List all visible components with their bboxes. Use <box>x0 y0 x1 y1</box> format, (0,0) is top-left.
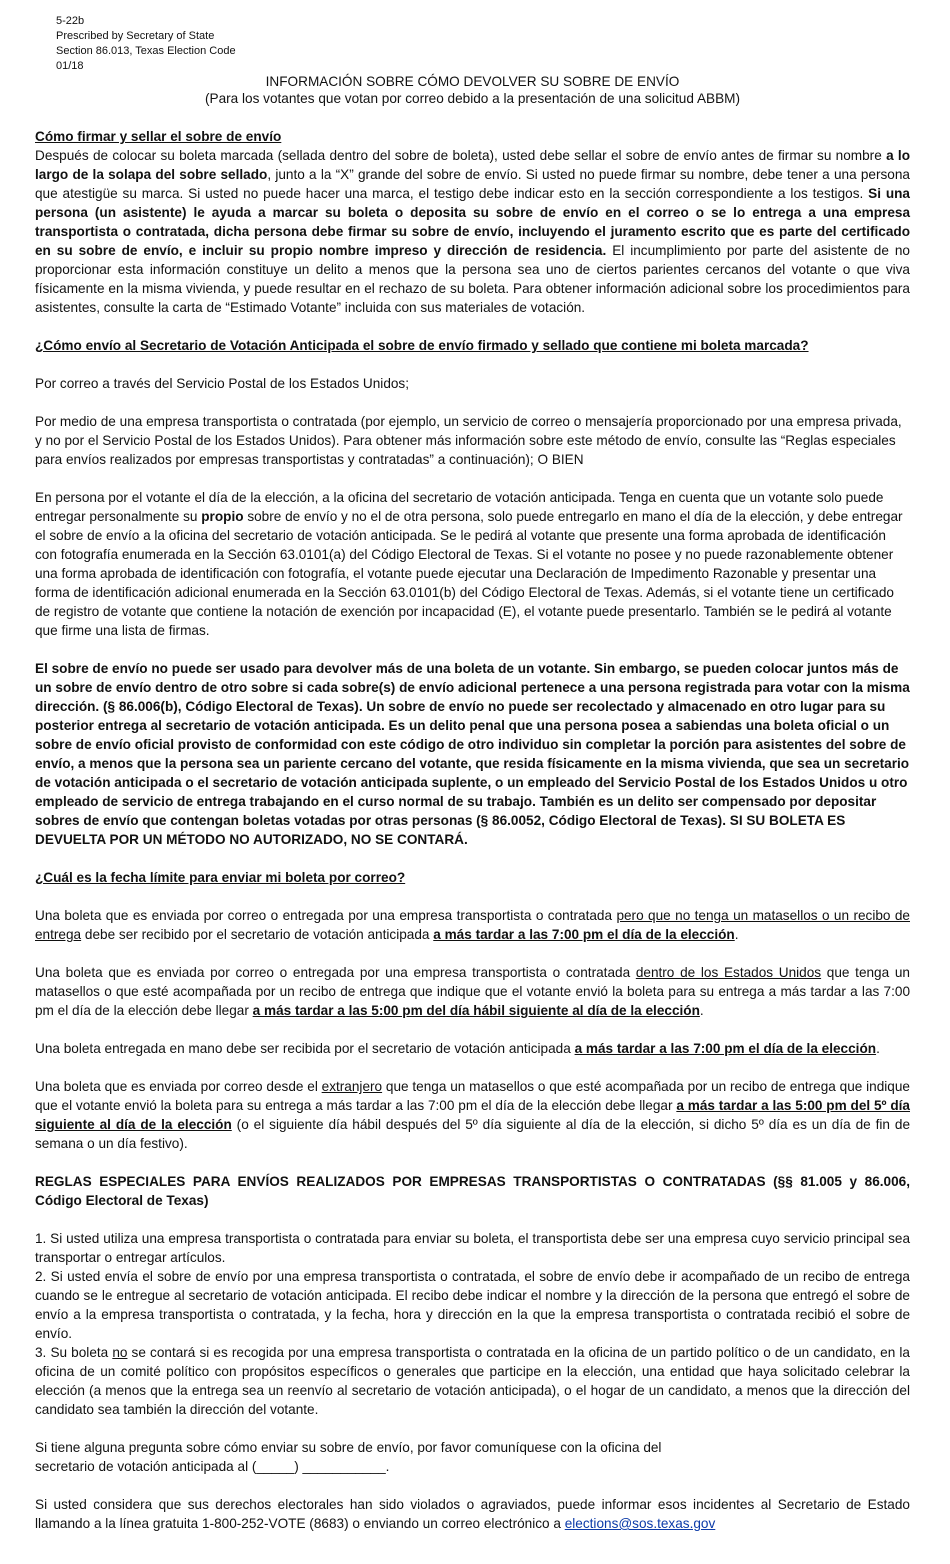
page-title: INFORMACIÓN SOBRE CÓMO DEVOLVER SU SOBRE DE ENVÍO <box>265 74 680 89</box>
form-date: 01/18 <box>56 60 84 72</box>
deliver-heading: ¿Cómo envío al Secretario de Votación Anticipada el sobre de envío firmado y sellado que contiene mi boleta marcada? <box>35 338 809 353</box>
deadline-heading: ¿Cuál es la fecha límite para enviar mi boleta por correo? <box>35 870 406 885</box>
form-code: 5-22b <box>56 15 85 27</box>
elections-email-link[interactable]: elections@sos.texas.gov <box>564 1516 716 1531</box>
rules-heading: REGLAS ESPECIALES PARA ENVÍOS REALIZADOS POR EMPRESAS TRANSPORTISTAS O CONTRATADAS (§§ 81.005 y 86.006, Código Electoral de Texas) <box>35 1174 910 1208</box>
deadline-mail-no-postmark: Una boleta que es enviada por correo o entregada por una empresa transportista o contratada pero que no tenga un matasellos o un recibo de entrega debe ser recibido por el secretario de votación anticipada a más tardar a las 7:00 pm el día de la elección. <box>35 908 910 942</box>
deliver-in-person: En persona por el votante el día de la elección, a la oficina del secretario de votación anticipada. Tenga en cuenta que un votante solo puede entregar personalmente su propio sobre de envío y no el de otra persona, solo puede entregarlo en mano el día de la elección, y debe entregar el sobre de envío a la oficina del secretario de votación anticipada. Se le pedirá al votante que presente una forma aprobada de identificación con fotografía enumerada en la Sección 63.0101(a) del Código Electoral de Texas. Si el votante no posee y no puede razonablemente obtener una forma aprobada de identificación con fotografía, el votante puede ejecutar una Declaración de Impedimento Razonable y presentar una forma de identificación adicional enumerada en la Sección 63.0101(b) del Código Electoral de Texas. Además, si el votante tiene un certificado de registro de votante que contiene la notación de exención por incapacidad (E), el votante puede presentarlo. También se le pedirá al votante que firme una lista de firmas. <box>35 490 903 638</box>
document-body <box>35 108 910 1533</box>
deadline-mail-abroad: Una boleta que es enviada por correo desde el extranjero que tenga un matasellos o que esté acompañada por un recibo de entrega que indique que el votante envió la boleta para su entrega a más tardar a las 7:00 pm el día de la elección debe llegar a más tardar a las 5:00 pm del 5º día siguiente al día de la elección (o el siguiente día hábil después del 5º día siguiente al día de la elección, si dicho 5º día es un día de fin de semana o un día festivo). <box>35 1079 911 1151</box>
contact-line-1: Si tiene alguna pregunta sobre cómo enviar su sobre de envío, por favor comuníquese con la oficina del <box>35 1440 662 1455</box>
rule-2: 2. Si usted envía el sobre de envío por una empresa transportista o contratada, el sobre de envío debe ir acompañado de un recibo de entrega cuando se le entregue al secretario de votación anticipada. El recibo debe indicar el nombre y la dirección de la persona que entregó el sobre de envío a la empresa transportista o contratada, y la fecha, hora y dirección en la que la empresa transportista o contratada recibió el sobre de envío. <box>35 1269 910 1341</box>
deadline-hand-delivered: Una boleta entregada en mano debe ser recibida por el secretario de votación anticipada a más tardar a las 7:00 pm el día de la elección. <box>35 1041 880 1056</box>
contact-line-2: secretario de votación anticipada al (_____) ___________. <box>35 1459 390 1474</box>
form-prescribed: Prescribed by Secretary of State <box>56 30 215 42</box>
deliver-mail: Por correo a través del Servicio Postal de los Estados Unidos; <box>35 376 410 391</box>
deadline-mail-domestic: Una boleta que es enviada por correo o entregada por una empresa transportista o contratada dentro de los Estados Unidos que tenga un matasellos o que esté acompañada por un recibo de entrega que indique que el votante envió la boleta para su entrega a más tardar a las 7:00 pm el día de la elección debe llegar a más tardar a las 5:00 pm del día hábil siguiente al día de la elección. <box>35 965 910 1018</box>
rights-paragraph: Si usted considera que sus derechos electorales han sido violados o agraviados, puede informar esos incidentes al Secretario de Estado llamando a la línea gratuita 1-800-252-VOTE (8683) o enviando un correo electrónico a elections@sos.texas.gov <box>35 1497 910 1531</box>
rule-1: 1. Si usted utiliza una empresa transportista o contratada para enviar su boleta, el transportista debe ser una empresa cuyo servicio principal sea transportar o entregar artículos. <box>35 1231 910 1265</box>
page-subtitle: (Para los votantes que votan por correo debido a la presentación de una solicitud ABBM) <box>204 91 740 106</box>
form-meta <box>56 14 910 74</box>
rule-3: 3. Su boleta no se contará si es recogida por una empresa transportista o contratada en la oficina de un partido político o de un candidato, en la oficina de un comité político con propósitos específicos o generales que participe en la elección, una entidad que haya solicitado celebrar la elección (a menos que la entrega sea un reenvío al secretario de votación anticipada), o el hogar de un candidato, a menos que la dirección del candidato sea también la dirección del votante. <box>35 1345 910 1417</box>
form-section: Section 86.013, Texas Election Code <box>56 45 236 57</box>
deliver-warning: El sobre de envío no puede ser usado para devolver más de una boleta de un votante. Sin embargo, se pueden colocar juntos más de un sobre de envío dentro de otro sobre si cada sobre(s) de envío adicional pertenece a una persona registrada para votar con la misma dirección. (§ 86.006(b), Código Electoral de Texas). Un sobre de envío no puede ser recolectado y almacenado en otro lugar para su posterior entrega al secretario de votación anticipada. Es un delito penal que una persona posea a sabiendas una boleta oficial o un sobre de envío oficial provisto de conformidad con este código de otro individuo sin completar la porción para asistentes del sobre de envío, a menos que la persona sea un pariente cercano del votante, que resida físicamente en la misma vivienda, que sea un secretario de votación anticipada o el secretario de votación anticipada suplente, o un empleado del Servicio Postal de los Estados Unidos u otro empleado de servicio de entrega trabajando en el curso normal de su trabajo. También es un delito ser compensado por depositar sobres de envío que contengan boletas votadas por otras personas (§ 86.0052, Código Electoral de Texas). SI SU BOLETA ES DEVUELTA POR UN MÉTODO NO AUTORIZADO, NO SE CONTARÁ. <box>35 661 910 847</box>
sign-paragraph: Después de colocar su boleta marcada (sellada dentro del sobre de boleta), usted debe sellar el sobre de envío antes de firmar su nombre a lo largo de la solapa del sobre sellado, junto a la “X” grande del sobre de envío. Si usted no puede firmar su nombre, debe tener a una persona que atestigüe su marca. Si usted no puede hacer una marca, el testigo debe indicar esto en la sección correspondiente a los testigos. Si una persona (un asistente) le ayuda a marcar su boleta o deposita su sobre de envío en el correo o se lo entrega a una empresa transportista o contratada, dicha persona debe firmar su sobre de envío, incluyendo el juramento escrito que es parte del certificado en su sobre de envío, e incluir su propio nombre impreso y dirección de residencia. El incumplimiento por parte del asistente de no proporcionar esta información constituye un delito a menos que la persona sea uno de ciertos parientes cercanos del votante o que viva físicamente en la misma vivienda, y puede resultar en el rechazo de su boleta. Para obtener información adicional sobre los procedimientos para asistentes, consulte la carta de “Estimado Votante” incluida con sus materiales de votación. <box>35 148 910 315</box>
sign-heading: Cómo firmar y sellar el sobre de envío <box>35 129 282 144</box>
deliver-carrier: Por medio de una empresa transportista o contratada (por ejemplo, un servicio de correo o mensajería proporcionado por una empresa privada, y no por el Servicio Postal de los Estados Unidos). Para obtener más información sobre este método de envío, consulte las “Reglas especiales para envíos realizados por empresas transportistas y contratadas” a continuación); O BIEN <box>35 414 902 467</box>
